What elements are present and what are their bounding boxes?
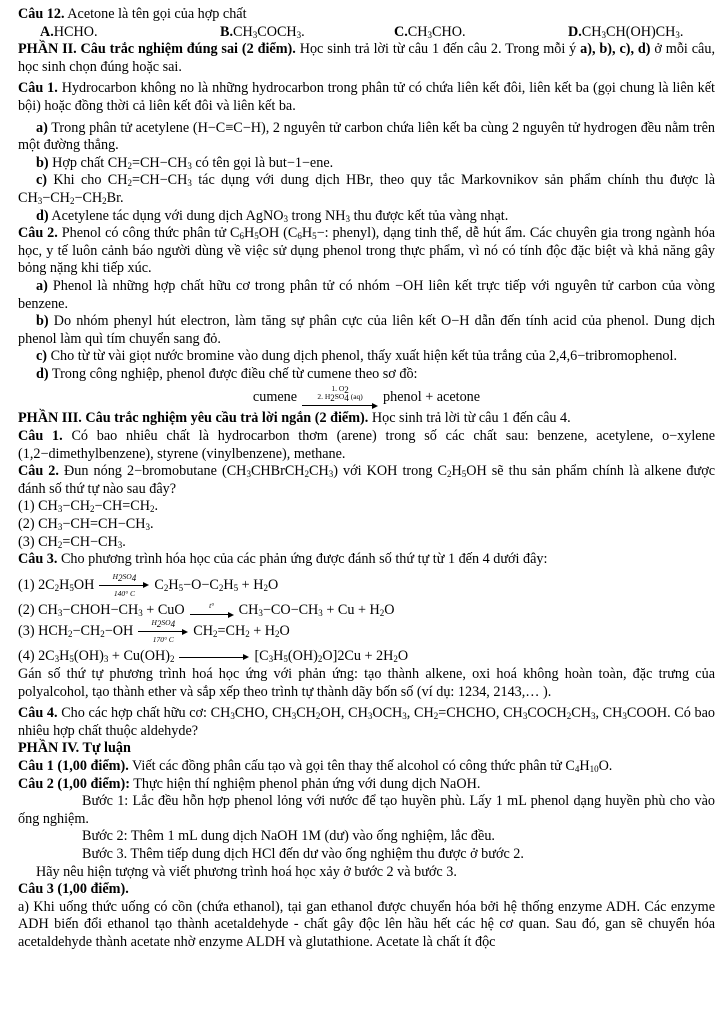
option-a[interactable]: A.HCHO. [40, 23, 98, 40]
p4-q2-step-1: Bước 1: Lắc đều hỗn hợp phenol lỏng với nước để tạo huyền phù. Lấy 1 mL phenol dạng huyền phù cho vào ống nghiệm. [18, 793, 715, 827]
p4-question-3: Câu 3 (1,00 điểm). [18, 881, 129, 898]
arrow-condition: 2. $H_2SO_4$ (aq) [317, 392, 363, 404]
option-b[interactable]: $B.CH_3COCH_3$. [220, 23, 305, 40]
equation-1: (1) $2C_2H_5OH$ $H_2SO_4$ 140° C $C_2H_5-O-C_2H_5 + H_2O$ [18, 571, 279, 598]
p4-q2-ask: Hãy nêu hiện tượng và viết phương trình hoá học xảy ở bước 2 và bước 3. [36, 863, 457, 880]
p3-q3-instruction: Gán số thứ tự phương trình hoá học ứng với phản ứng: tạo thành alkene, oxi hoá không hoàn toàn, đặc trưng của polyalcohol, tạo thành ether và sắp xếp theo trình tự thành dãy bốn số (ví dụ: 1234, 2143,… ). [18, 666, 715, 700]
reaction-arrow [302, 385, 378, 410]
equation-4: (4) $2C_3H_5(OH)_3 + Cu(OH)_2$ $[C_3H_5(OH)_2O]2Cu + 2H_2O$ [18, 648, 409, 665]
option-d[interactable]: $D.CH_3CH(OH)CH_3$. [568, 23, 684, 40]
p4-q3-text: a) Khi uống thức uống có cồn (chứa ethanol), tại gan ethanol được chuyển hóa bởi hệ thống enzyme ADH. Các enzyme ADH biến đổi ethanol tạo thành acetaldehyde - chất gây độc lên hầu hết các hệ cơ quan. Sau đó, gan sẽ chuyển hóa acetaldehyde thành acetate nhờ enzyme ALDH và glutathione. Acetate là chất ít độc [18, 898, 715, 950]
option-c[interactable]: $C.CH_3CHO$. [394, 23, 466, 40]
part-2-heading: PHẦN II. Câu trắc nghiệm đúng sai (2 điểm). Học sinh trả lời từ câu 1 đến câu 2. Trong mỗi ý a), b), c), d) ở mỗi câu, học sinh chọn đúng hoặc sai. [18, 41, 715, 75]
p2-q2-item-a: a) Phenol là những hợp chất hữu cơ trong phân tử có nhóm −OH liên kết trực tiếp với nguyên tử carbon của vòng benzene. [18, 277, 715, 312]
p3-q2-choice-1: (1) $CH_3-CH_2-CH=CH_2$. [18, 498, 158, 515]
part-3-heading: PHẦN III. Câu trắc nghiệm yêu cầu trả lời ngắn (2 điểm). Học sinh trả lời từ câu 1 đến câu 4. [18, 410, 571, 427]
reaction-arrow: $H_2SO_4$ 170° C [138, 619, 188, 644]
p2-q1-item-b: b) Hợp chất $CH_2=CH-CH_3$ có tên gọi là but−1−ene. [36, 154, 334, 171]
p2-question-2: Câu 2. Phenol có công thức phân tử $C_6H_5OH$ ($C_6H_5-$: phenyl), dạng tinh thể, dễ hút ẩm. Các chuyên gia trong ngành hóa học, y tế luôn cảnh báo người dùng về việc sử dụng phenol trong thực phẩm, vì nó có tính độc đặc biệt và khả năng gây bỏng nặng khi tiếp xúc. [18, 225, 715, 277]
cumene-scheme [18, 385, 715, 410]
p3-question-3: Câu 3. Cho phương trình hóa học của các phản ứng được đánh số thứ tự từ 1 đến 4 dưới đây: [18, 551, 548, 568]
p2-q2-item-c: c) Cho từ từ vài giọt nước bromine vào dung dịch phenol, thấy xuất hiện kết tủa trắng của 2,4,6−tribromophenol. [36, 348, 678, 365]
reaction-arrow: $H_2SO_4$ 140° C [99, 573, 149, 598]
p2-q1-item-c: c) Khi cho $CH_2=CH-CH_3$ tác dụng với dung dịch HBr, theo quy tắc Markovnikov sản phẩm chính thu được là $CH_3-CH_2-CH_2Br$. [18, 172, 715, 206]
q12-options [18, 24, 715, 42]
p2-q2-item-b: b) Do nhóm phenyl hút electron, làm tăng sự phân cực của liên kết O−H dẫn đến tính acid của phenol. Dung dịch phenol làm quì tím chuyển sang đỏ. [18, 313, 715, 347]
question-text: Acetone là tên gọi của hợp chất [64, 6, 247, 22]
question-12 [18, 6, 715, 24]
p2-q1-item-a: a) Trong phân tử acetylene (H−C≡C−H), 2 nguyên tử carbon chứa liên kết ba cùng 2 nguyên tử hydrogen đều nằm trên một đường thẳng. [18, 119, 715, 154]
p2-q1-item-d: d) Acetylene tác dụng với dung dịch AgNO$_3$ trong $NH_3$ thu được kết tủa vàng nhạt. [36, 207, 509, 224]
scheme-reactant: cumene [252, 389, 298, 406]
equation-2: (2) $CH_3-CHOH-CH_3$ + CuO t° $CH_3-CO-CH_3 + Cu + H_2O$ [18, 601, 395, 618]
reaction-arrow: t° [190, 602, 234, 619]
p2-question-1: Câu 1. Hydrocarbon không no là những hydrocarbon trong phân tử có chứa liên kết đôi, liên kết ba (gọi chung là liên kết bội) hoặc đồng thời cả liên kết đôi và liên kết ba. [18, 80, 716, 114]
p4-q2-step-2: Bước 2: Thêm 1 mL dung dịch NaOH 1M (dư) vào ống nghiệm, lắc đều. [82, 828, 495, 845]
p3-q2-choice-3: (3) $CH_2=CH-CH_3$. [18, 533, 126, 550]
p3-question-2: Câu 2. Đun nóng 2−bromobutane $(CH_3CHBrCH_2CH_3)$ với KOH trong $C_2H_5OH$ sẽ thu sản phẩm chính là alkene được đánh số thứ tự nào sau đây? [18, 463, 716, 497]
p2-q2-item-d: d) Trong công nghiệp, phenol được điều chế từ cumene theo sơ đồ: [36, 365, 418, 382]
scheme-products: phenol + acetone [383, 389, 481, 406]
p3-q2-choice-2: (2) $CH_3-CH=CH-CH_3$. [18, 516, 154, 533]
equation-3: (3) $HCH_2-CH_2-OH$ $H_2SO_4$ 170° C $CH_2=CH_2 + H_2O$ [18, 618, 290, 645]
reaction-arrow [179, 653, 249, 662]
p4-question-2: Câu 2 (1,00 điểm): Thực hiện thí nghiệm phenol phản ứng với dung dịch NaOH. [18, 775, 481, 792]
arrow-condition: 1. $O_2$ [331, 384, 349, 396]
p3-question-1: Câu 1. Có bao nhiêu chất là hydrocarbon thơm (arene) trong số các chất sau: benzene, acetylene, o−xylene (1,2−dimethylbenzene), styrene (vinylbenzene), methane. [18, 428, 715, 462]
p4-q2-step-3: Bước 3. Thêm tiếp dung dịch HCl đến dư vào ống nghiệm thu được ở bước 2. [82, 845, 524, 862]
p3-question-4: Câu 4. Cho các hợp chất hữu cơ: $CH_3CHO$, $CH_3CH_2OH$, $CH_3OCH_3$, $CH_2=CHCHO$, $CH_3COCH_2CH_3$, $CH_3COOH$. Có bao nhiêu hợp chất thuộc aldehyde? [18, 705, 715, 739]
p4-question-1: Câu 1 (1,00 điểm). Viết các đồng phân cấu tạo và gọi tên thay thế alcohol có công thức phân tử $C_4H_{10}O$. [18, 757, 613, 774]
part-4-heading: PHẦN IV. Tự luận [18, 740, 131, 757]
question-label: Câu 12. [18, 6, 65, 22]
